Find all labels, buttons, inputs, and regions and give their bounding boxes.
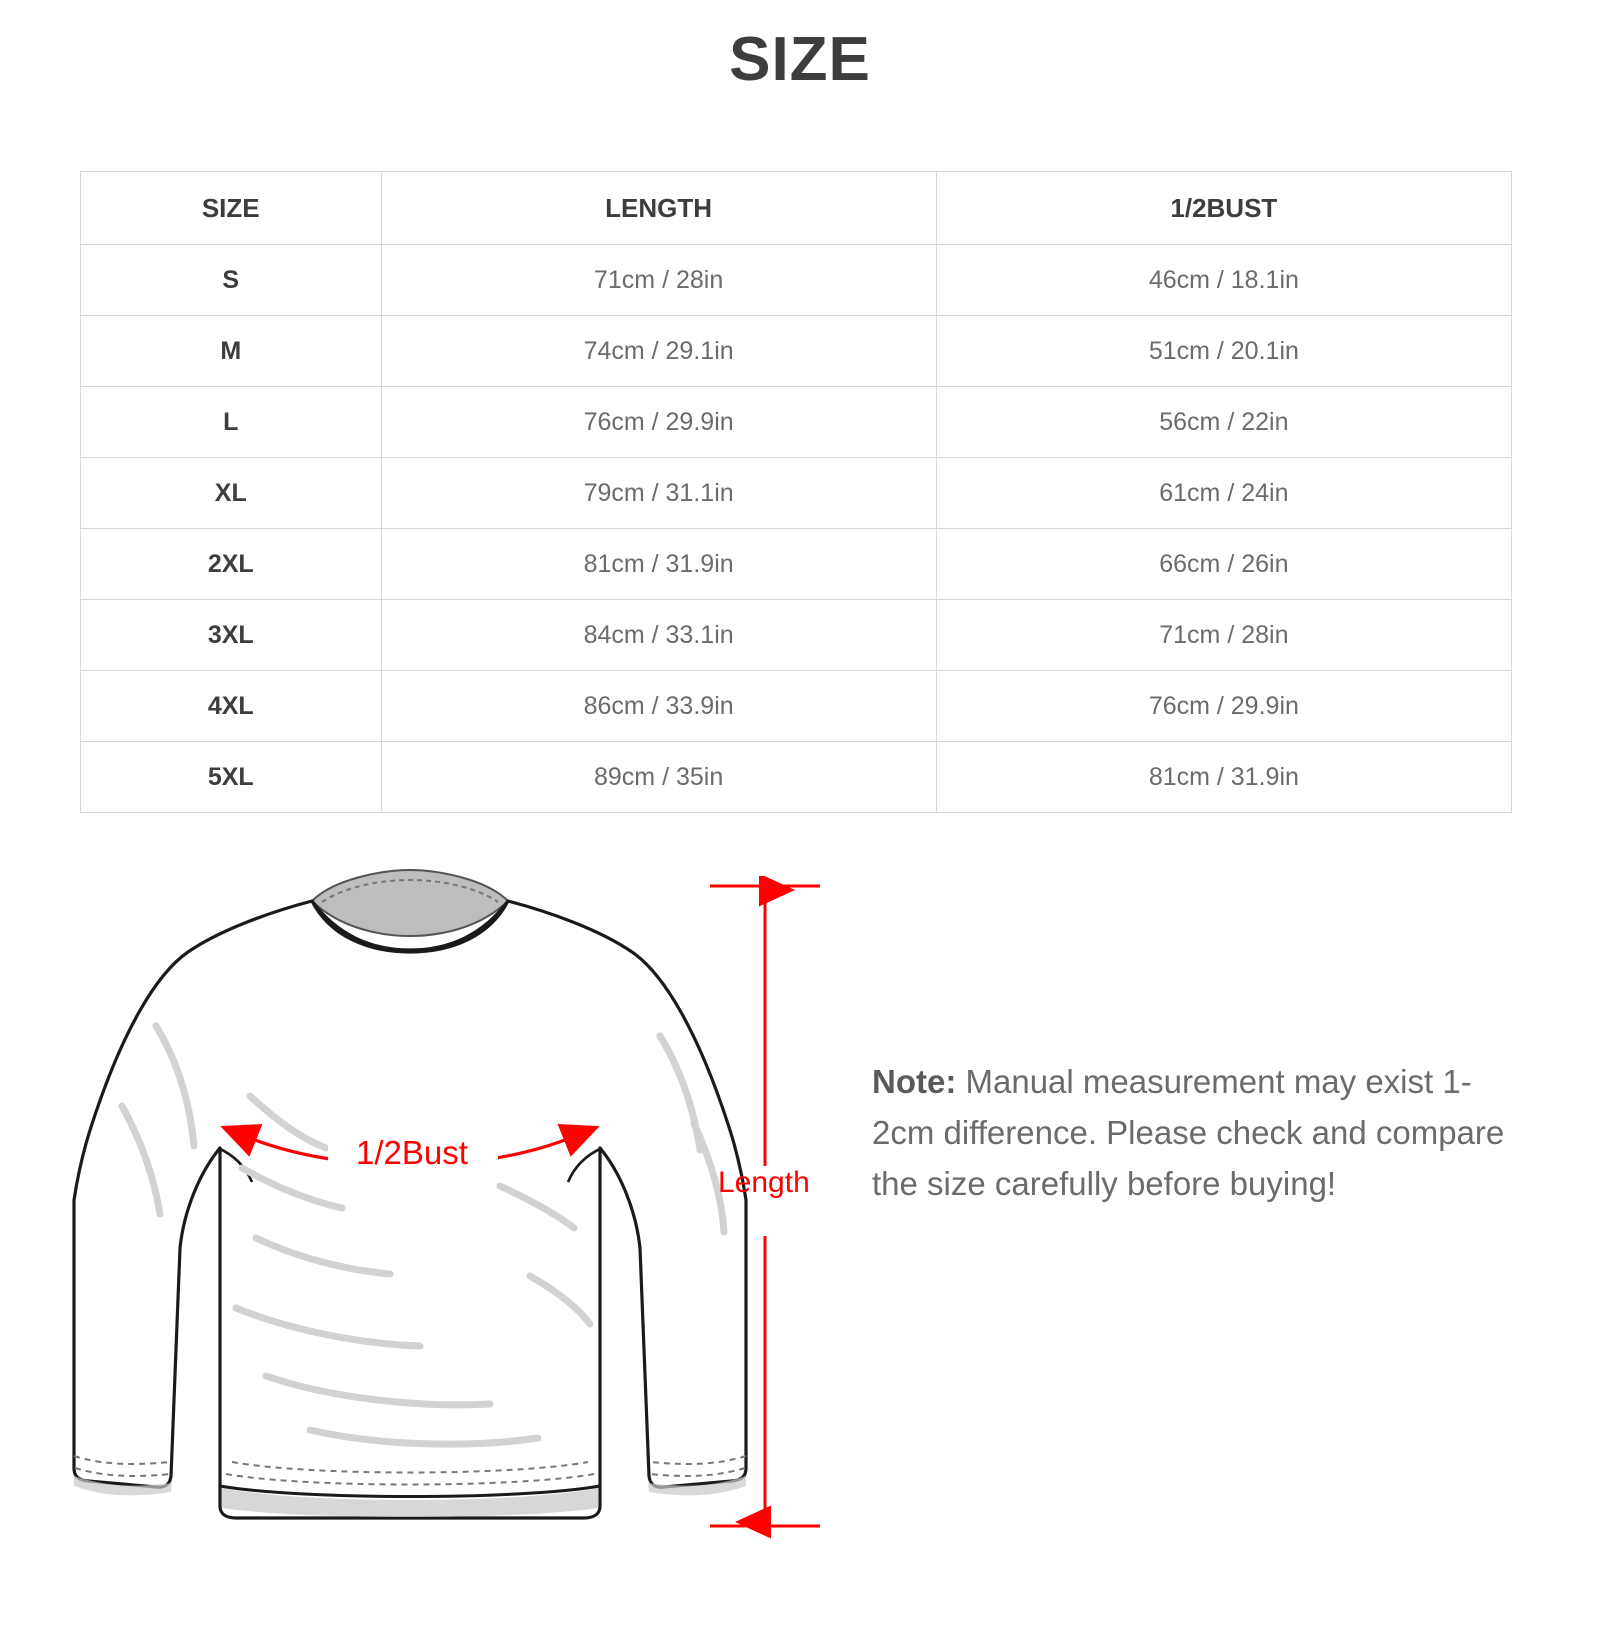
cell-bust: 71cm / 28in [936,600,1511,671]
cell-bust: 76cm / 29.9in [936,671,1511,742]
table-row [81,671,1512,742]
table-row [81,600,1512,671]
cell-size: 4XL [81,671,382,742]
note-body: Manual measurement may exist 1-2cm difference. Please check and compare the size carefully before buying! [872,1063,1505,1203]
table-row [81,245,1512,316]
cell-size: 3XL [81,600,382,671]
cell-bust: 51cm / 20.1in [936,316,1511,387]
table-header-row [81,172,1512,245]
cell-size: M [81,316,382,387]
cell-bust: 56cm / 22in [936,387,1511,458]
table-row [81,742,1512,813]
cell-bust: 81cm / 31.9in [936,742,1511,813]
cell-length: 89cm / 35in [381,742,936,813]
cell-length: 86cm / 33.9in [381,671,936,742]
table-row [81,387,1512,458]
column-header-size: SIZE [81,172,382,245]
cell-size: S [81,245,382,316]
length-label: Length [718,1166,810,1199]
page-title: SIZE [729,25,871,94]
bust-label: 1/2Bust [356,1134,468,1171]
cell-bust: 66cm / 26in [936,529,1511,600]
cell-size: XL [81,458,382,529]
note-text [872,1056,1512,1209]
table-row [81,458,1512,529]
cell-bust: 46cm / 18.1in [936,245,1511,316]
size-chart-table-container [80,171,1512,813]
cell-size: 2XL [81,529,382,600]
cell-length: 79cm / 31.1in [381,458,936,529]
cell-length: 76cm / 29.9in [381,387,936,458]
cell-length: 71cm / 28in [381,245,936,316]
cell-length: 81cm / 31.9in [381,529,936,600]
table-row [81,529,1512,600]
cell-size: 5XL [81,742,382,813]
length-dimension [700,876,880,1556]
cell-length: 84cm / 33.1in [381,600,936,671]
garment-illustration [60,856,760,1556]
cell-size: L [81,387,382,458]
garment-body-outline [74,901,746,1518]
note-prefix: Note: [872,1063,957,1100]
cell-length: 74cm / 29.1in [381,316,936,387]
column-header-length: LENGTH [381,172,936,245]
cell-bust: 61cm / 24in [936,458,1511,529]
column-header-bust: 1/2BUST [936,172,1511,245]
table-row [81,316,1512,387]
size-chart-table [80,171,1512,813]
